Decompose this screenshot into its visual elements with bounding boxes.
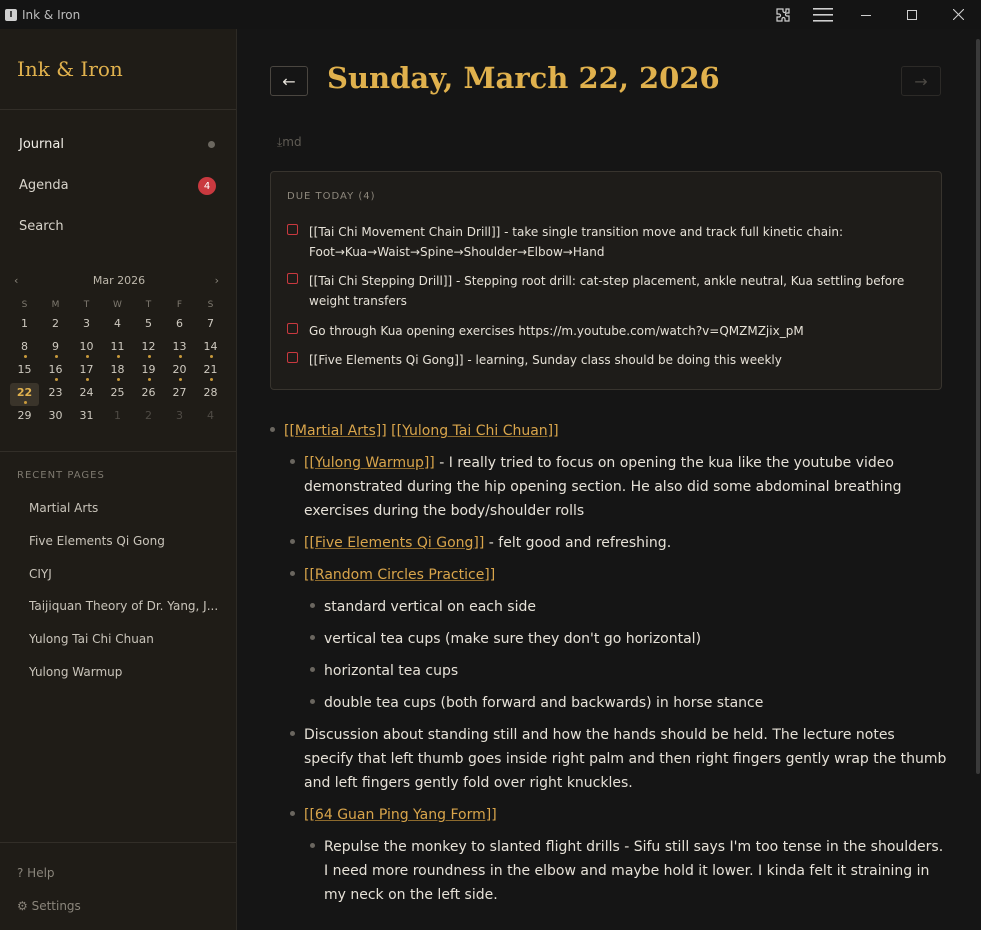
calendar-day[interactable] (195, 337, 226, 360)
entry-dot-icon (210, 355, 213, 358)
sidebar-item-journal[interactable]: Journal (19, 137, 64, 152)
bullet-icon[interactable] (290, 571, 295, 576)
calendar-day-number: 2 (52, 317, 59, 330)
page-link[interactable]: [[Five Elements Qi Gong]] (304, 535, 485, 551)
page-link[interactable]: [[Yulong Warmup]] (304, 455, 435, 471)
task-text: [[Tai Chi Movement Chain Drill]] - take single transition move and track full kinetic chain: Foot→Kua→Waist→Spine→Shoulder→Elbow→Hand (309, 225, 844, 259)
calendar-day-number: 31 (79, 409, 94, 422)
due-task-item (287, 222, 927, 262)
calendar-day[interactable] (10, 383, 39, 406)
calendar-day[interactable] (9, 314, 40, 337)
calendar-day[interactable] (9, 337, 40, 360)
minimize-icon[interactable] (843, 0, 889, 29)
calendar-prev-button[interactable]: ‹ (14, 274, 19, 287)
task-text: [[Tai Chi Stepping Drill]] - Stepping root drill: cat-step placement, ankle neutral, Kua settling before weight transfers (309, 274, 905, 308)
calendar-day[interactable] (40, 406, 71, 429)
calendar-day[interactable] (164, 383, 195, 406)
entry-dot-icon (24, 401, 27, 404)
calendar-day[interactable] (133, 360, 164, 383)
calendar-day-number: 24 (79, 386, 94, 399)
help-link[interactable]: ? Help (17, 866, 55, 880)
sidebar-item-search[interactable]: Search (19, 219, 64, 234)
calendar-day[interactable] (133, 314, 164, 337)
task-checkbox[interactable] (287, 323, 298, 334)
calendar-day-number: 15 (17, 363, 32, 376)
calendar-day[interactable] (133, 337, 164, 360)
calendar-weekday-label: F (176, 300, 183, 310)
calendar-day-number: 22 (16, 386, 33, 399)
calendar-weekday-label: S (21, 300, 28, 310)
entry-dot-icon (210, 378, 213, 381)
outline-block[interactable]: Discussion about standing still and how the hands should be held. The lecture notes specify that left thumb goes inside right palm and then right fingers gently wrap the thumb and left fingers gently fold over right knuckles. (304, 727, 947, 791)
calendar-day[interactable] (164, 337, 195, 360)
calendar-day-number: 9 (52, 340, 59, 353)
calendar-day-number: 29 (17, 409, 32, 422)
task-checkbox[interactable] (287, 224, 298, 235)
calendar-day-number: 6 (176, 317, 183, 330)
bullet-icon[interactable] (310, 635, 315, 640)
calendar-day[interactable] (40, 337, 71, 360)
calendar-day-number: 3 (176, 409, 183, 422)
entry-dot-icon (179, 355, 182, 358)
bullet-icon[interactable] (270, 427, 275, 432)
calendar-day-number: 3 (83, 317, 90, 330)
calendar-day-number: 30 (48, 409, 63, 422)
outline-block[interactable]: vertical tea cups (make sure they don't go horizontal) (324, 631, 702, 647)
bullet-icon[interactable] (310, 843, 315, 848)
window-title: Ink & Iron (22, 7, 81, 22)
task-text: [[Five Elements Qi Gong]] - learning, Sunday class should be doing this weekly (309, 353, 782, 367)
calendar-day-number: 28 (203, 386, 218, 399)
calendar-day-number: 18 (110, 363, 125, 376)
outline-block[interactable] (284, 419, 559, 443)
calendar-day-number: 17 (79, 363, 94, 376)
calendar-day-number: 1 (114, 409, 121, 422)
calendar-day[interactable] (133, 383, 164, 406)
calendar-day[interactable] (195, 406, 226, 429)
recent-page-item[interactable]: Taijiquan Theory of Dr. Yang, J... (29, 599, 219, 613)
due-today-panel (270, 171, 942, 390)
calendar-day[interactable] (133, 406, 164, 429)
app-icon: I (5, 9, 17, 21)
calendar-day[interactable] (195, 383, 226, 406)
download-markdown-link[interactable]: ⤓md (277, 135, 302, 149)
due-task-item (287, 350, 927, 370)
calendar-day-number: 4 (207, 409, 214, 422)
bullet-icon[interactable] (310, 603, 315, 608)
outline-block[interactable]: double tea cups (both forward and backwards) in horse stance (324, 695, 764, 711)
calendar-day[interactable] (40, 360, 71, 383)
entry-dot-icon (117, 355, 120, 358)
calendar-day[interactable] (195, 360, 226, 383)
journal-main (237, 29, 981, 930)
calendar-day[interactable] (102, 360, 133, 383)
page-link[interactable]: [[Yulong Tai Chi Chuan]] (391, 423, 559, 439)
calendar-day[interactable] (102, 406, 133, 429)
due-task-item (287, 321, 927, 341)
entry-dot-icon (24, 355, 27, 358)
extension-icon[interactable] (763, 0, 803, 29)
calendar-day[interactable] (71, 337, 102, 360)
calendar-weekday-label: S (207, 300, 214, 310)
calendar-day[interactable] (195, 314, 226, 337)
recent-page-item[interactable]: Yulong Tai Chi Chuan (29, 632, 154, 646)
calendar-day-number: 19 (141, 363, 156, 376)
calendar-day-number: 4 (114, 317, 121, 330)
due-task-item (287, 271, 927, 311)
recent-pages-heading: RECENT PAGES (17, 470, 105, 481)
entry-dot-icon (86, 378, 89, 381)
outline-block[interactable] (304, 451, 944, 523)
bullet-icon[interactable] (290, 459, 295, 464)
page-link[interactable]: [[Martial Arts]] (284, 423, 387, 439)
title-bar (0, 0, 981, 29)
outline-block[interactable] (304, 563, 495, 587)
calendar-day[interactable] (164, 360, 195, 383)
recent-page-item[interactable]: Five Elements Qi Gong (29, 534, 165, 548)
calendar-day-number: 26 (141, 386, 156, 399)
sidebar (0, 29, 237, 930)
page-title: Sunday, March 22, 2026 (327, 61, 720, 95)
calendar-day[interactable] (102, 383, 133, 406)
calendar-day-number: 10 (79, 340, 94, 353)
bullet-icon[interactable] (290, 731, 295, 736)
sidebar-item-agenda[interactable]: Agenda (19, 178, 69, 193)
task-checkbox[interactable] (287, 352, 298, 363)
outline-block[interactable] (304, 531, 671, 555)
bullet-icon[interactable] (290, 539, 295, 544)
calendar-day[interactable] (102, 337, 133, 360)
brand-title[interactable]: Ink & Iron (17, 57, 123, 81)
mini-calendar (9, 274, 229, 429)
entry-dot-icon (55, 378, 58, 381)
entry-dot-icon (55, 355, 58, 358)
calendar-day[interactable] (71, 360, 102, 383)
task-text: Go through Kua opening exercises https://m.youtube.com/watch?v=QMZMZjix_pM (309, 324, 804, 338)
calendar-day-number: 27 (172, 386, 187, 399)
page-link[interactable]: [[Random Circles Practice]] (304, 567, 496, 583)
calendar-weekday-label: T (145, 300, 152, 310)
calendar-grid (9, 296, 229, 429)
entry-dot-icon (179, 378, 182, 381)
block-text: - I really tried to focus on opening the kua like the youtube video demonstrated during the hip opening section. He also did some abdominal breathing exercises during the body/shoulder rolls (304, 455, 902, 519)
recent-page-item[interactable]: CIYJ (29, 567, 52, 581)
agenda-count-badge: 4 (198, 177, 216, 195)
maximize-icon[interactable] (889, 0, 935, 29)
outline-block[interactable]: horizontal tea cups (324, 663, 459, 679)
entry-dot-icon (148, 378, 151, 381)
calendar-day-number: 16 (48, 363, 63, 376)
calendar-day[interactable] (71, 406, 102, 429)
calendar-day-number: 21 (203, 363, 218, 376)
calendar-day-number: 14 (203, 340, 218, 353)
close-icon[interactable] (935, 0, 981, 29)
calendar-day-number: 2 (145, 409, 152, 422)
divider (0, 842, 236, 843)
calendar-day-number: 1 (21, 317, 28, 330)
calendar-weekday-label: W (113, 300, 122, 310)
settings-link[interactable]: ⚙ Settings (17, 899, 81, 913)
calendar-day[interactable] (164, 314, 195, 337)
calendar-day-number: 23 (48, 386, 63, 399)
calendar-day-number: 7 (207, 317, 214, 330)
active-indicator-dot (208, 141, 215, 148)
next-day-button[interactable]: → (901, 66, 941, 96)
entry-dot-icon (148, 355, 151, 358)
calendar-day[interactable] (9, 360, 40, 383)
calendar-day-number: 5 (145, 317, 152, 330)
bullet-icon[interactable] (310, 699, 315, 704)
entry-dot-icon (117, 378, 120, 381)
calendar-month-label: Mar 2026 (92, 274, 146, 287)
hamburger-menu-icon[interactable] (803, 0, 843, 29)
calendar-day[interactable] (102, 314, 133, 337)
recent-page-item[interactable]: Martial Arts (29, 501, 99, 515)
calendar-weekday-label: T (83, 300, 90, 310)
bullet-icon[interactable] (290, 811, 295, 816)
divider (0, 451, 236, 452)
calendar-day-number: 20 (172, 363, 187, 376)
calendar-weekday-label: M (51, 300, 60, 310)
task-checkbox[interactable] (287, 273, 298, 284)
entry-dot-icon (86, 355, 89, 358)
previous-day-button[interactable]: ← (270, 66, 308, 96)
outline-block[interactable]: Repulse the monkey to slanted flight drills - Sifu still says I'm too tense in the shoulders. I need more roundness in the elbow and maybe hold it lower. I kinda felt it straining in my neck on the left side. (324, 839, 944, 903)
outline-block[interactable] (304, 803, 497, 827)
calendar-day-number: 12 (141, 340, 156, 353)
due-today-heading: DUE TODAY (4) (287, 191, 376, 202)
recent-page-item[interactable]: Yulong Warmup (29, 665, 123, 679)
calendar-day[interactable] (9, 406, 40, 429)
scrollbar[interactable] (975, 29, 981, 930)
scrollbar-thumb[interactable] (976, 39, 980, 774)
bullet-icon[interactable] (310, 667, 315, 672)
calendar-day-number: 11 (110, 340, 125, 353)
calendar-day[interactable] (40, 314, 71, 337)
divider (0, 109, 236, 110)
calendar-next-button[interactable]: › (214, 274, 219, 287)
calendar-day[interactable] (40, 383, 71, 406)
page-link[interactable]: [[64 Guan Ping Yang Form]] (304, 807, 497, 823)
calendar-day[interactable] (71, 383, 102, 406)
calendar-day[interactable] (164, 406, 195, 429)
outline-block[interactable]: standard vertical on each side (324, 599, 536, 615)
block-text: - felt good and refreshing. (484, 535, 672, 551)
calendar-day-number: 8 (21, 340, 28, 353)
calendar-day-number: 13 (172, 340, 187, 353)
calendar-day[interactable] (71, 314, 102, 337)
calendar-day-number: 25 (110, 386, 125, 399)
